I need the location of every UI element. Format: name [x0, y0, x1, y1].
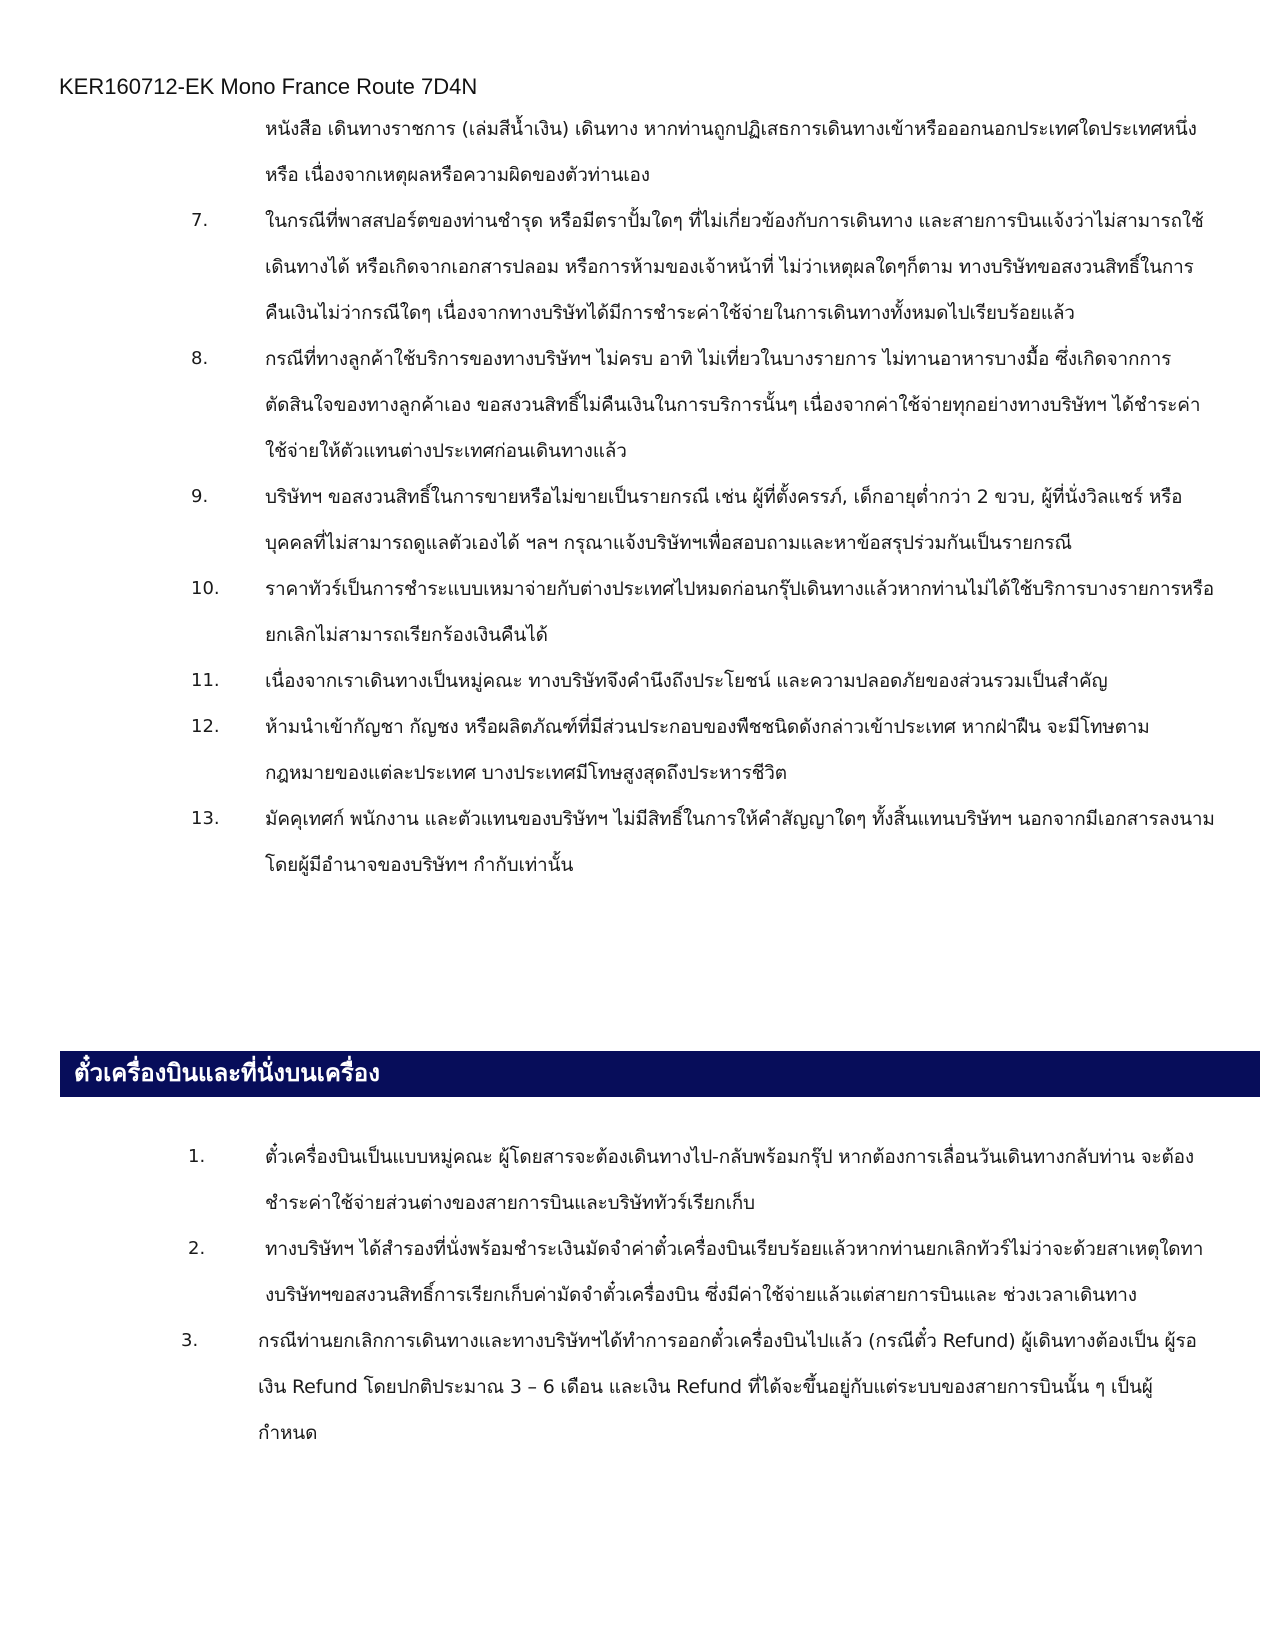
list-item	[0, 566, 1275, 658]
list-item	[0, 704, 1275, 796]
list-item	[0, 658, 1275, 704]
list-item-number: 9.	[191, 486, 209, 507]
list-item-number: 8.	[191, 348, 209, 369]
list-item-number: 10.	[191, 578, 220, 599]
list-item-text: ห้ามนำเข้ากัญชา กัญชง หรือผลิตภัณฑ์ที่มีส่วนประกอบของพืชชนิดดังกล่าวเข้าประเทศ หากฝ่าฝืน จะมีโทษตามกฎหมายของแต่ละประเทศ บางประเทศมีโทษสูงสุดถึงประหารชีวิต	[265, 716, 1150, 784]
document-header: KER160712-EK Mono France Route 7D4N	[59, 74, 478, 99]
list-item-text: ทางบริษัทฯ ได้สำรองที่นั่งพร้อมชำระเงินมัดจำค่าตั๋วเครื่องบินเรียบร้อยแล้วหากท่านยกเลิกทัวร์ไม่ว่าจะด้วยสาเหตุใดทางบริษัทฯขอสงวนสิทธิ์การเรียกเก็บค่ามัดจำตั๋วเครื่องบิน ซึ่งมีค่าใช้จ่ายแล้วแต่สายการบินและ ช่วงเวลาเดินทาง	[265, 1238, 1204, 1306]
list-item-text: เนื่องจากเราเดินทางเป็นหมู่คณะ ทางบริษัทจึงคำนึงถึงประโยชน์ และความปลอดภัยของส่วนรวมเป็นสำคัญ	[265, 670, 1108, 692]
list-item-text: กรณีที่ทางลูกค้าใช้บริการของทางบริษัทฯ ไม่ครบ อาทิ ไม่เที่ยวในบางรายการ ไม่ทานอาหารบางมื้อ ซึ่งเกิดจากการตัดสินใจของทางลูกค้าเอง ขอสงวนสิทธิ์ไม่คืนเงินในการบริการนั้นๆ เนื่องจากค่าใช้จ่ายทุกอย่างทางบริษัทฯ ได้ชำระค่าใช้จ่ายให้ตัวแทนต่างประเทศก่อนเดินทางแล้ว	[265, 348, 1201, 462]
list-item-text: หนังสือ เดินทางราชการ (เล่มสีน้ำเงิน) เดินทาง หากท่านถูกปฏิเสธการเดินทางเข้าหรือออกนอกประเทศใดประเทศหนึ่ง หรือ เนื่องจากเหตุผลหรือความผิดของตัวท่านเอง	[265, 118, 1197, 186]
seating-list	[0, 1134, 1275, 1456]
list-item-number: 7.	[191, 210, 209, 231]
list-item	[0, 1226, 1275, 1318]
list-item	[0, 796, 1275, 888]
list-item-number: 3.	[181, 1330, 199, 1351]
list-item-text: ราคาทัวร์เป็นการชำระแบบเหมาจ่ายกับต่างประเทศไปหมดก่อนกรุ๊ปเดินทางแล้วหากท่านไม่ได้ใช้บริการบางรายการหรือยกเลิกไม่สามารถเรียกร้องเงินคืนได้	[265, 578, 1214, 646]
section-header-bar	[60, 1051, 1260, 1097]
section-title: ตั๋วเครื่องบินและที่นั่งบนเครื่อง	[74, 1059, 380, 1087]
list-item-number: 2.	[188, 1238, 206, 1259]
list-item-number: 13.	[191, 808, 220, 829]
list-item-number: 11.	[191, 670, 220, 691]
list-item-number: 1.	[188, 1146, 206, 1167]
list-item-continuation	[0, 106, 1275, 198]
list-item-text: บริษัทฯ ขอสงวนสิทธิ์ในการขายหรือไม่ขายเป็นรายกรณี เช่น ผู้ที่ตั้งครรภ์, เด็กอายุต่ำกว่า 2 ขวบ, ผู้ที่นั่งวิลแชร์ หรือบุคคลที่ไม่สามารถดูแลตัวเองได้ ฯลฯ กรุณาแจ้งบริษัทฯเพื่อสอบถามและหาข้อสรุปร่วมกันเป็นรายกรณี	[265, 486, 1183, 554]
list-item	[0, 336, 1275, 474]
list-item-number: 12.	[191, 716, 220, 737]
list-item-text: ตั๋วเครื่องบินเป็นแบบหมู่คณะ ผู้โดยสารจะต้องเดินทางไป-กลับพร้อมกรุ๊ป หากต้องการเลื่อนวันเดินทางกลับท่าน จะต้องชำระค่าใช้จ่ายส่วนต่างของสายการบินและบริษัททัวร์เรียกเก็บ	[265, 1146, 1194, 1214]
conditions-list	[0, 106, 1275, 888]
list-item	[0, 198, 1275, 336]
list-item	[0, 1134, 1275, 1226]
list-item-text: ในกรณีที่พาสสปอร์ตของท่านชำรุด หรือมีตราปั้มใดๆ ที่ไม่เกี่ยวข้องกับการเดินทาง และสายการบินแจ้งว่าไม่สามารถใช้เดินทางได้ หรือเกิดจากเอกสารปลอม หรือการห้ามของเจ้าหน้าที่ ไม่ว่าเหตุผลใดๆก็ตาม ทางบริษัทขอสงวนสิทธิ์ในการคืนเงินไม่ว่ากรณีใดๆ เนื่องจากทางบริษัทได้มีการชำระค่าใช้จ่ายในการเดินทางทั้งหมดไปเรียบร้อยแล้ว	[265, 210, 1204, 324]
list-item-text: มัคคุเทศก์ พนักงาน และตัวแทนของบริษัทฯ ไม่มีสิทธิ์ในการให้คำสัญญาใดๆ ทั้งสิ้นแทนบริษัทฯ นอกจากมีเอกสารลงนามโดยผู้มีอำนาจของบริษัทฯ กำกับเท่านั้น	[265, 808, 1215, 876]
list-item	[0, 474, 1275, 566]
list-item-text: กรณีท่านยกเลิกการเดินทางและทางบริษัทฯได้ทำการออกตั๋วเครื่องบินไปแล้ว (กรณีตั๋ว Refund) ผู้เดินทางต้องเป็น ผู้รอเงิน Refund โดยปกติประมาณ 3 – 6 เดือน และเงิน Refund ที่ได้จะขึ้นอยู่กับแต่ระบบของสายการบินนั้น ๆ เป็นผู้กำหนด	[258, 1330, 1197, 1444]
list-item	[0, 1318, 1275, 1456]
